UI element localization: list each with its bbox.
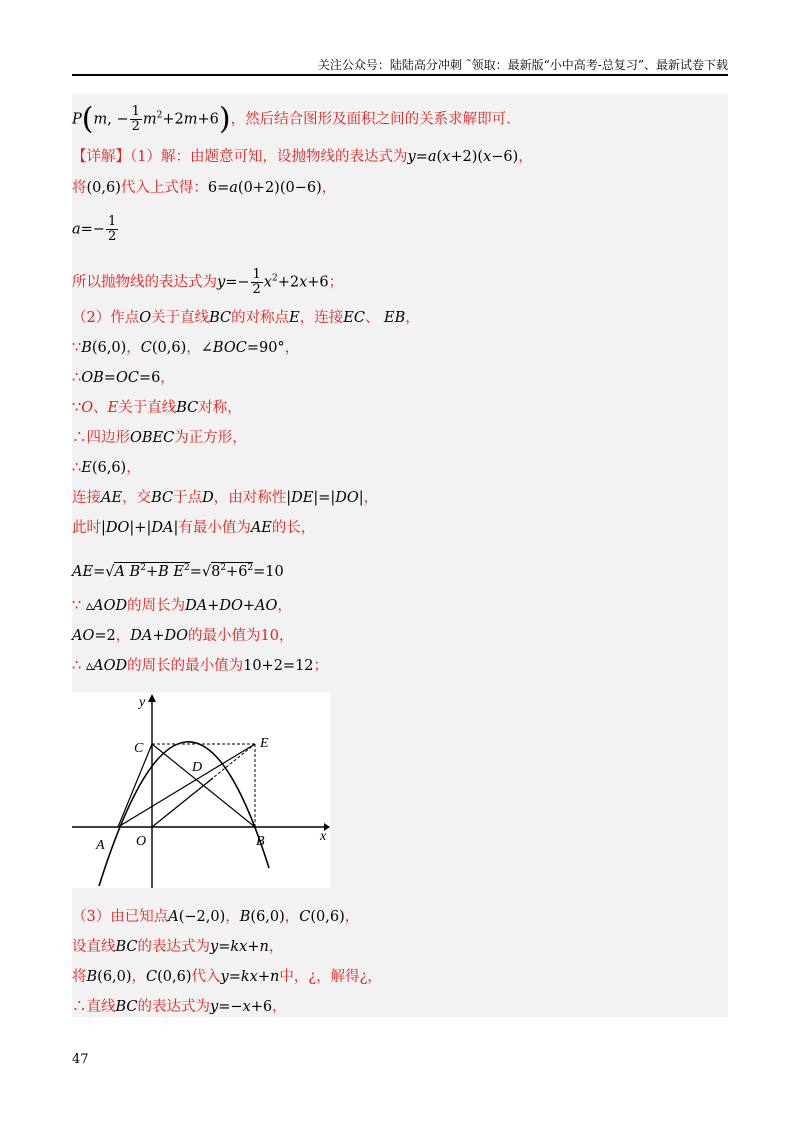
label-b: B <box>256 834 265 849</box>
page-header: 关注公众号：陆陆高分冲刺 ˜领取：最新版“小中高考-总复习”、最新试卷下载 <box>317 58 728 72</box>
label-y: y <box>139 695 146 710</box>
parabola-curve <box>99 742 269 886</box>
line-parabola: 所以抛物线的表达式为y=− $\frac{1}{2}$ $x^2+2x+6$； <box>72 267 344 297</box>
y-axis-arrow <box>148 694 156 702</box>
label-d: D <box>192 760 203 775</box>
line-perimeter: ∵ ▵AOD的周长为DA+DO+AO， <box>72 598 292 614</box>
segment-ac <box>118 744 152 827</box>
header-rule <box>72 74 728 76</box>
geometry-figure <box>72 692 330 888</box>
line-part-3: （3）由已知点A(−2,0)，B(6,0)，C(0,6)， <box>72 909 360 925</box>
line-ao: AO=2，DA+DO的最小值为10， <box>72 628 294 644</box>
line-solve-bc: 将B(6,0)，C(0,6)代入y=kx+n中，¿，解得¿， <box>72 969 382 985</box>
label-e: E <box>260 736 269 751</box>
line-ae-length: AE=√A $B^2+B$ $E^2=√8^2+6^2=10$ <box>72 563 284 580</box>
line-minimum: 此时|DO|+|DA|有最小值为AE的长， <box>72 520 316 536</box>
line-part-2: （2）作点O关于直线BC的对称点E，连接EC、 EB， <box>72 310 420 326</box>
line-connect-ae: 连接AE，交BC于点D，由对称性|DE|=|DO|， <box>72 490 379 506</box>
line-detail-1: 【详解】（1）解：由题意可知，设抛物线的表达式为y=a(x+2)(x−6)， <box>72 149 533 165</box>
line-e-point: ∴E(6,6)， <box>72 460 141 476</box>
line-square: ∴四边形OBEC为正方形， <box>72 430 247 446</box>
line-symmetric: ∵O、E关于直线BC对称， <box>72 400 242 416</box>
label-c: C <box>134 741 144 756</box>
line-bc-result: ∴直线BC的表达式为y=−x+6， <box>72 999 287 1015</box>
segment-ae <box>118 744 255 827</box>
label-o: O <box>136 834 147 849</box>
line-because-bc: ∵B(6,0)，C(0,6)，∠BOC=90°， <box>72 340 300 356</box>
parabola-diagram <box>72 692 330 888</box>
label-x: x <box>320 829 327 844</box>
line-set-bc: 设直线BC的表达式为y=kx+n， <box>72 939 284 955</box>
line-a-value: a=− $\frac{1}{2}$ <box>72 214 117 244</box>
label-a: A <box>96 838 105 853</box>
line-point-p: P(m, − $\frac{1}{2}$ $m^2+2m+6$)，然后结合图形及面积之间的关系求解即可． <box>72 101 521 137</box>
page-number: 47 <box>72 1052 89 1067</box>
line-ob-oc: ∴OB=OC=6， <box>72 370 175 386</box>
line-perimeter-min: ∴ ▵AOD的周长的最小值为10+2=12； <box>72 658 329 674</box>
line-substitute: 将(0,6)代入上式得：6=a(0+2)(0−6)， <box>72 180 337 196</box>
